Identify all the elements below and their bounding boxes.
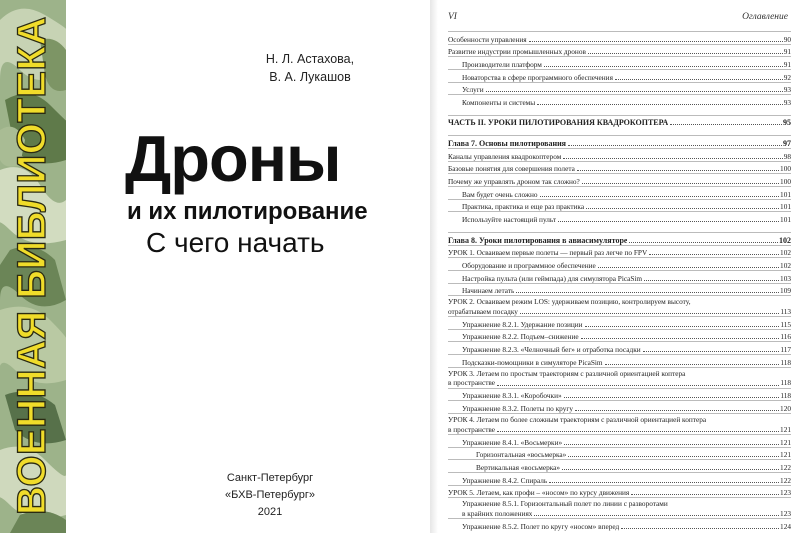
toc-entry[interactable] <box>448 283 791 296</box>
table-of-contents <box>448 31 791 531</box>
toc-entry[interactable] <box>448 173 791 186</box>
toc-leader-dots <box>516 292 779 293</box>
toc-entry[interactable] <box>448 115 791 128</box>
page-number: VI <box>448 12 457 22</box>
toc-entry-title-cont: в пространстве <box>448 424 496 434</box>
toc-entry[interactable] <box>448 485 791 498</box>
toc-entry-title: Развитие индустрии промышленных дронов <box>448 47 586 57</box>
toc-entry-title: УРОК 3. Летаем по простым траекториям с различной ориентацией коптера <box>448 368 686 378</box>
toc-entry-page: 90 <box>783 34 791 44</box>
toc-entry[interactable] <box>448 434 791 447</box>
toc-entry-title: Глава 8. Уроки пилотирования в авиасимуляторе <box>448 235 628 245</box>
toc-entry-title: Упражнение 8.2.1. Удержание позиции <box>462 319 583 329</box>
toc-entry-title: Вертикальная «восьмерка» <box>476 462 561 472</box>
toc-entry[interactable] <box>448 388 791 401</box>
toc-entry-title: УРОК 4. Летаем по более сложным траекториям с различной ориентацией коптера <box>448 415 707 425</box>
toc-leader-dots <box>563 158 782 159</box>
toc-leader-dots <box>534 515 779 516</box>
toc-entry-page: 98 <box>783 151 791 161</box>
toc-leader-dots <box>562 469 779 470</box>
toc-entry-title: Упражнение 8.5.2. Полет по кругу «носом» вперед <box>462 521 620 531</box>
toc-leader-dots <box>568 456 779 457</box>
toc-entry-page: 122 <box>780 475 791 485</box>
toc-entry-title: Производители платформ <box>462 59 542 69</box>
toc-entry-page: 101 <box>780 214 791 224</box>
toc-entry-page: 109 <box>780 286 791 296</box>
toc-leader-dots <box>497 431 779 432</box>
toc-entry-title: УРОК 5. Летаем, как профи – «носом» по курсу движения <box>448 488 630 498</box>
toc-entry-title: Практика, практика и еще раз практика <box>462 202 585 212</box>
toc-entry-title: Новаторства в сфере программного обеспечения <box>462 72 613 82</box>
toc-entry-title: Компоненты и системы <box>462 97 536 107</box>
toc-entry-page: 117 <box>780 345 791 355</box>
toc-entry-page: 116 <box>780 332 791 342</box>
toc-entry-title: Особенности управления <box>448 34 527 44</box>
toc-entry-title: Вам будет очень сложно <box>462 189 538 199</box>
toc-entry-page: 102 <box>779 235 791 245</box>
toc-entry[interactable] <box>448 295 791 316</box>
toc-entry-title: Упражнение 8.2.2. Подъем–снижение <box>462 332 579 342</box>
toc-entry-title: Упражнение 8.5.1. Горизонтальный полет по линии с разворотами <box>462 499 668 509</box>
series-name: ВОЕННАЯ БИБЛИОТЕКА <box>10 16 54 515</box>
toc-leader-dots <box>575 410 779 411</box>
toc-leader-dots <box>520 313 779 314</box>
toc-entry[interactable] <box>448 497 791 518</box>
authors <box>230 50 390 86</box>
toc-entry-page: 120 <box>780 404 791 414</box>
toc-entry[interactable] <box>448 354 791 367</box>
toc-entry-page: 95 <box>783 118 791 128</box>
toc-entry-page: 91 <box>783 47 791 57</box>
toc-leader-dots <box>615 79 783 80</box>
toc-entry[interactable] <box>448 257 791 270</box>
imprint-publisher: «БХВ-Петербург» <box>225 489 315 501</box>
toc-entry-page: 91 <box>783 59 791 69</box>
author-2: В. А. Лукашов <box>269 70 351 84</box>
toc-entry[interactable] <box>448 459 791 472</box>
toc-entry[interactable] <box>448 31 791 44</box>
toc-leader-dots <box>568 145 782 146</box>
toc-entry[interactable] <box>448 82 791 95</box>
toc-entry-page: 93 <box>783 97 791 107</box>
toc-entry-title: Используйте настоящий пульт <box>462 214 557 224</box>
toc-entry[interactable] <box>448 245 791 258</box>
toc-entry-page: 118 <box>780 378 791 388</box>
toc-entry[interactable] <box>448 472 791 485</box>
toc-entry-page: 102 <box>780 260 791 270</box>
toc-leader-dots <box>564 397 780 398</box>
toc-entry[interactable] <box>448 413 791 434</box>
toc-entry-page: 122 <box>780 462 791 472</box>
toc-leader-dots <box>581 338 780 339</box>
toc-entry-title: Упражнение 8.3.2. Полеты по кругу <box>462 404 573 414</box>
toc-leader-dots <box>649 254 779 255</box>
toc-entry-title: Упражнение 8.3.1. «Коробочки» <box>462 391 562 401</box>
toc-entry[interactable] <box>448 199 791 212</box>
imprint-year: 2021 <box>257 506 283 518</box>
toc-entry-title: Оборудование и программное обеспечение <box>462 260 596 270</box>
toc-entry[interactable] <box>448 69 791 82</box>
toc-leader-dots <box>540 196 780 197</box>
toc-entry[interactable] <box>448 316 791 329</box>
toc-entry[interactable] <box>448 329 791 342</box>
toc-leader-dots <box>497 385 779 386</box>
toc-entry[interactable] <box>448 270 791 283</box>
toc-leader-dots <box>585 326 780 327</box>
book-title: Дроны <box>125 122 341 195</box>
toc-leader-dots <box>537 104 782 105</box>
toc-entry-page: 115 <box>780 319 791 329</box>
toc-entry-title: УРОК 1. Осваиваем первые полеты — первый раз легче по FPV <box>448 248 648 258</box>
toc-entry-title-cont: отрабатываем посадку <box>448 306 518 316</box>
toc-entry[interactable] <box>448 211 791 224</box>
toc-leader-dots <box>598 267 779 268</box>
toc-leader-dots <box>605 364 780 365</box>
toc-entry-page: 123 <box>780 488 791 498</box>
toc-entry[interactable] <box>448 341 791 354</box>
toc-entry-page: 102 <box>780 248 791 258</box>
toc-entry[interactable] <box>448 186 791 199</box>
toc-entry[interactable] <box>448 518 791 531</box>
toc-entry-title: Упражнение 8.2.3. «Челночный бег» и отработка посадки <box>462 345 641 355</box>
toc-leader-dots <box>586 208 779 209</box>
toc-entry-title: Услуги <box>462 85 484 95</box>
toc-leader-dots <box>643 351 780 352</box>
author-1: Н. Л. Астахова, <box>265 52 355 66</box>
toc-entry-page: 92 <box>783 72 791 82</box>
toc-leader-dots <box>544 66 783 67</box>
toc-leader-dots <box>631 494 779 495</box>
toc-entry-title: Упражнение 8.4.2. Спираль <box>462 475 548 485</box>
running-header <box>448 12 788 28</box>
toc-leader-dots <box>644 280 779 281</box>
toc-entry-title: Почему же управлять дроном так сложно? <box>448 177 580 187</box>
contents-page <box>438 0 800 533</box>
toc-entry-page: 103 <box>780 273 791 283</box>
toc-leader-dots <box>564 444 779 445</box>
toc-entry[interactable] <box>448 400 791 413</box>
toc-entry-page: 121 <box>780 437 791 447</box>
toc-entry-page: 101 <box>780 202 791 212</box>
toc-entry-title: Глава 7. Основы пилотирования <box>448 139 567 149</box>
toc-leader-dots <box>577 170 779 171</box>
section-title: Оглавление <box>742 12 788 22</box>
toc-leader-dots <box>529 41 783 42</box>
toc-entry[interactable] <box>448 232 791 245</box>
toc-leader-dots <box>558 221 779 222</box>
toc-entry-page: 118 <box>780 357 791 367</box>
book-subtitle-2: С чего начать <box>146 227 325 258</box>
toc-entry-page: 121 <box>780 450 791 460</box>
toc-leader-dots <box>670 124 782 125</box>
toc-entry-page: 100 <box>780 177 791 187</box>
toc-entry-page: 121 <box>780 424 791 434</box>
toc-entry-title-cont: в крайних положениях <box>462 508 533 518</box>
toc-leader-dots <box>486 91 783 92</box>
toc-entry-page: 123 <box>780 508 791 518</box>
toc-entry-title: Горизонтальная «восьмерка» <box>476 450 567 460</box>
toc-entry-page: 101 <box>780 189 791 199</box>
toc-entry-title: Начинаем летать <box>462 286 515 296</box>
toc-entry-page: 118 <box>780 391 791 401</box>
imprint <box>210 470 330 521</box>
toc-entry[interactable] <box>448 135 791 148</box>
toc-leader-dots <box>588 53 783 54</box>
toc-entry-title: Настройка пульта (или геймпада) для симулятора PicaSim <box>462 273 643 283</box>
toc-entry[interactable] <box>448 447 791 460</box>
toc-entry-page: 97 <box>783 139 791 149</box>
toc-entry-title: УРОК 2. Осваиваем режим LOS: удерживаем позицию, контролируем высоту, <box>448 297 691 307</box>
toc-entry-title: Подсказки-помощники в симуляторе PicaSim <box>462 357 603 367</box>
toc-entry-page: 93 <box>783 85 791 95</box>
toc-entry-title: Каналы управления квадрокоптером <box>448 151 562 161</box>
toc-entry-title: Базовые понятия для совершения полета <box>448 164 575 174</box>
book-subtitle: и их пилотирование <box>127 198 368 225</box>
toc-leader-dots <box>621 528 779 529</box>
toc-entry[interactable] <box>448 94 791 107</box>
toc-entry-title: Упражнение 8.4.1. «Восьмерки» <box>462 437 563 447</box>
toc-entry-page: 124 <box>780 521 791 531</box>
toc-leader-dots <box>549 482 779 483</box>
toc-entry[interactable] <box>448 367 791 388</box>
toc-leader-dots <box>629 242 778 243</box>
page-fold <box>430 0 438 533</box>
toc-entry-page: 113 <box>780 306 791 316</box>
toc-entry[interactable] <box>448 148 791 161</box>
toc-entry[interactable] <box>448 56 791 69</box>
camouflage-spine <box>0 0 66 533</box>
imprint-city: Санкт-Петербург <box>226 472 314 484</box>
toc-entry[interactable] <box>448 44 791 57</box>
toc-leader-dots <box>582 183 779 184</box>
toc-entry-page: 100 <box>780 164 791 174</box>
toc-entry[interactable] <box>448 161 791 174</box>
toc-entry-title-cont: в пространстве <box>448 378 496 388</box>
toc-entry-title: ЧАСТЬ II. УРОКИ ПИЛОТИРОВАНИЯ КВАДРОКОПТЕРА <box>448 118 669 128</box>
